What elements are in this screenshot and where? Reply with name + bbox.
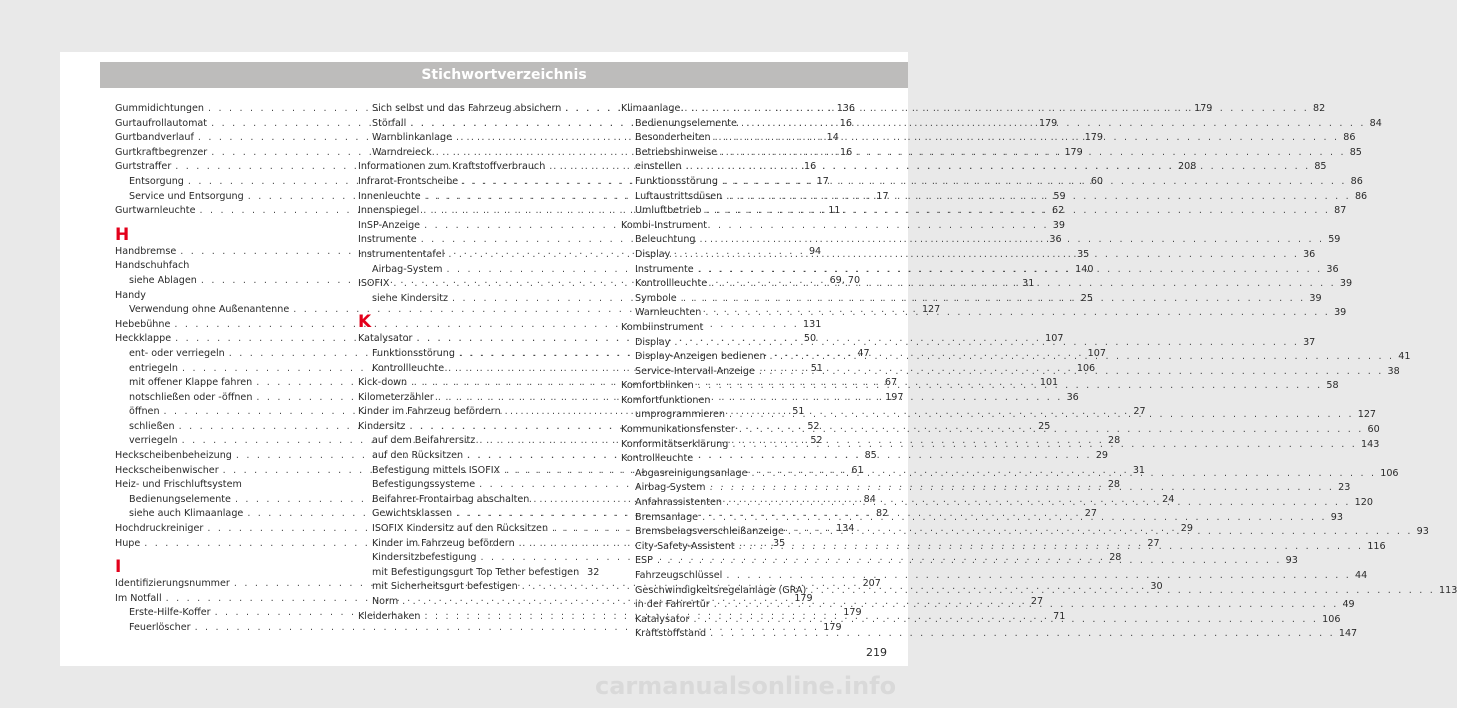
entry-label: Entsorgung [129,175,184,187]
entry-page-ref: 37 [1303,336,1316,348]
entry-label: Warnleuchten [635,307,702,319]
entry-label: Klimaanlage [621,103,681,114]
entry-label: ent- oder verriegeln [129,347,225,359]
entry-page-ref: 61 [851,464,864,476]
leader-dots [709,481,1334,496]
index-entry-heading: Kombiinstrument [621,321,704,333]
index-entry-heading: Handschuhfach [115,260,190,272]
entry-page-ref: 35 [773,537,786,549]
leader-dots [726,496,1351,511]
entry-label: siehe auch Klimaanlage [129,508,244,520]
entry-page-ref: 47 [857,347,870,359]
watermark-text: carmanualsonline.info [595,672,897,700]
entry-label: Erste-Hilfe-Koffer [129,607,211,619]
leader-dots [739,423,1364,438]
entry-page-ref: 58 [1326,380,1339,392]
leader-dots [715,131,1340,146]
entry-page-ref: 14 [826,132,839,144]
entry-label: auf dem Beifahrersitz [372,435,476,447]
entry-page-ref: 84 [1369,117,1382,129]
entry-page-ref: 107 [1045,333,1064,345]
entry-label: ESP [635,555,653,567]
entry-page-ref: 71 [1053,610,1066,622]
entry-label: Informationen zum Kraftstoffverbrauch [358,161,546,173]
entry-page-ref: 52 [810,435,823,447]
entry-label: Kilometerzähler [358,391,434,403]
entry-label: Airbag-System [372,263,443,275]
entry-label: Display-Anzeigen bedienen [635,351,766,363]
entry-page-ref: 28 [1108,435,1121,447]
leader-dots [693,613,1318,628]
entry-page-ref: 101 [1039,377,1059,389]
entry-page-ref: 179 [843,607,862,619]
entry-label: Innenspiegel [358,205,420,217]
entry-label: Geschwindigkeitsregelanlage (GRA) [635,584,807,596]
entry-page-ref: 29 [1095,450,1109,462]
index-entry-heading: Heiz- und Frischluftsystem [115,479,242,491]
entry-label: City-Safety-Assistent [635,540,735,552]
leader-dots [681,292,1306,307]
index-entry-heading: Handy [115,289,146,301]
entry-label: Funktionsstörung [372,347,455,359]
leader-dots [810,584,1435,599]
entry-label: auf den Rücksitzen [372,450,464,462]
entry-label: Bedienungselemente [635,117,737,129]
entry-page-ref: 107 [1087,347,1106,359]
entry-label: ISOFIX [358,278,390,290]
entry-page-ref: 27 [1030,596,1044,607]
entry-page-ref: 127 [921,304,941,316]
entry-label: siehe Ablagen [129,274,197,286]
entry-page-ref: 134 [836,523,855,535]
index-entry-heading: Kombi-Instrument [621,219,708,231]
entry-label: Bremsbelagsverschleißanzeige [635,526,784,538]
entry-label: Umluftbetrieb [635,205,702,217]
leader-dots [729,408,1354,423]
leader-dots [726,569,1351,584]
entry-page-ref: 93 [1330,511,1343,523]
entry-page-ref: 30 [1150,581,1163,593]
entry-label: Kick-down [358,377,408,389]
entry-label: Betriebshinweise [635,146,717,158]
entry-page-ref: 11 [828,205,841,217]
entry-label: Instrumententafel [358,248,445,260]
entry-page-ref: 86 [1343,132,1356,144]
entry-label: Innenleuchte [358,190,421,202]
entry-label: Fahrzeugschlüssel [635,570,723,581]
entry-label: Gurtkraftbegrenzer [115,146,208,158]
entry-page-ref: 85 [1349,146,1362,158]
leader-dots [674,248,1299,263]
entry-page-ref: 179 [823,622,842,633]
entry-page-ref: 86 [1354,190,1368,202]
entry-label: Luftaustrittsdüsen [635,190,723,202]
entry-page-ref: 16 [803,161,817,173]
entry-page-ref: 27 [1133,406,1146,418]
entry-label: Bedienungselemente [129,493,231,505]
entry-label: Warndreieck [372,146,432,158]
entry-page-ref: 60 [1367,424,1380,436]
entry-page-ref: 93 [1416,526,1429,538]
entry-label: Heckscheibenwischer [115,464,219,476]
entry-page-ref: 106 [1076,362,1096,374]
leader-dots [759,365,1384,380]
leader-dots [705,204,1330,219]
entry-page-ref: 39 [1309,292,1322,304]
entry-label: Warnblinkanlage [372,132,452,144]
entry-page-ref: 59 [1328,234,1341,246]
entry-page-ref: 69, 70 [829,274,861,286]
entry-label: Hupe [115,537,141,549]
entry-page-ref: 41 [1398,351,1411,363]
entry-label: Airbag-System [635,482,706,494]
entry-label: verriegeln [129,435,178,447]
entry-page-ref: 84 [863,493,876,505]
entry-page-ref: 31 [1022,278,1035,290]
entry-page-ref: 31 [1132,464,1146,476]
entry-page-ref: 36 [1303,248,1316,260]
entry-page-ref: 36 [1326,263,1339,275]
entry-page-ref: 17 [876,190,889,202]
entry-label: Kleiderhaken [358,610,421,622]
entry-page-ref: 86 [1350,175,1363,187]
entry-page-ref: 29 [1180,523,1193,535]
leader-dots [698,263,1323,278]
entry-label: Kinder im Fahrzeug befördern [358,406,501,418]
page-header: Stichwortverzeichnis [100,62,908,88]
entry-label: Symbole [635,292,677,304]
entry-label: öffnen [129,406,160,418]
entry-label: Kinder im Fahrzeug befördern [372,537,515,549]
entry-label: Service-Intervall-Anzeige [635,365,755,377]
entry-page-ref: 59 [1053,190,1066,202]
entry-page-ref: 51 [792,406,805,418]
entry-page-ref: 39 [1339,278,1353,290]
entry-label: Gurtbandverlauf [115,132,194,144]
entry-label: Katalysator [358,333,413,345]
entry-label: Feuerlöscher [129,622,191,633]
entry-label: Instrumente [358,234,417,246]
index-subentry [621,408,1377,423]
entry-label: Verwendung ohne Außenantenne [129,304,290,316]
entry-page-ref: 51 [810,362,823,374]
entry-label: Display [635,336,671,348]
entry-label: Instrumente [635,263,694,275]
leader-dots [741,117,1366,132]
entry-label: Sich selbst und das Fahrzeug absichern [372,103,562,114]
entry-page-ref: 93 [1285,555,1298,567]
entry-label: Heckscheibenbeheizung [115,450,232,462]
leader-dots [721,146,1346,161]
entry-page-ref: 94 [808,245,822,257]
entry-label: Identifizierungsnummer [115,578,230,590]
entry-page-ref: 25 [1038,420,1051,432]
entry-label: Befestigung mittels ISOFIX [372,464,501,476]
entry-page-ref: 44 [1355,570,1368,581]
entry-page-ref: 16 [839,117,852,129]
entry-page-ref: 106 [1322,613,1341,625]
entry-label: Kindersitz [358,420,406,432]
leader-dots [702,511,1327,526]
leader-dots [657,554,1282,569]
page-number: 219 [866,646,887,659]
entry-page-ref: 62 [1052,205,1065,217]
entry-page-ref: 208 [1177,161,1197,173]
entry-label: Im Notfall [115,592,162,604]
leader-dots [674,336,1299,351]
leader-dots [788,525,1413,540]
leader-dots [770,350,1395,365]
leader-dots [698,379,1323,394]
entry-page-ref: 35 [1077,248,1090,260]
entry-label: Norm [372,596,399,607]
entry-page-ref: 87 [1334,205,1347,217]
entry-label: Funktionsstörung [635,175,718,187]
leader-dots [710,627,1335,642]
leader-dots [705,306,1330,321]
entry-label: umprogrammieren [635,409,726,421]
entry-label: Anfahrassistenten [635,497,722,509]
entry-page-ref: 179 [794,592,813,604]
entry-label: Handbremse [115,245,177,257]
entry-label: mit Befestigungsgurt Top Tether befestigen [372,566,580,578]
leader-dots [752,467,1377,482]
entry-label: Störfall [372,117,407,129]
entry-label: ISOFIX Kindersitz auf den Rücksitzen [372,523,549,535]
entry-page-ref: 27 [1147,537,1160,549]
entry-page-ref: 179 [1038,117,1058,129]
entry-page-ref: 127 [1357,409,1377,421]
entry-label: Hebebühne [115,318,171,330]
index-subentry [621,627,1358,642]
index-subentry [358,566,598,581]
entry-label: Display [635,248,671,260]
index-letter-heading: H [115,224,130,245]
entry-label: notschließen oder -öffnen [129,391,253,403]
entry-label: in der Fahrertür [635,599,710,611]
leader-dots [700,233,1325,248]
entry-page-ref: 25 [1080,292,1093,304]
leader-dots [732,438,1357,453]
entry-page-ref: 85 [1314,161,1327,173]
entry-page-ref: 67 [884,377,898,389]
entry-label: Kraftstoffstand [635,628,707,640]
leader-dots [684,102,1309,117]
entry-label: schließen [129,420,175,432]
entry-page-ref: 143 [1361,438,1380,450]
entry-page-ref: 23 [1338,482,1351,494]
entry-label: Service und Entsorgung [129,190,244,202]
entry-label: Komfortblinken [621,380,694,392]
entry-label: Bremsanlage [635,511,699,523]
entry-page-ref: 36 [1049,234,1062,246]
entry-label: entriegeln [129,362,178,374]
entry-page-ref: 39 [1052,219,1065,231]
entry-label: Konformitätserklärung [621,438,729,450]
entry-page-ref: 207 [862,578,881,590]
index-letter-heading: K [358,312,372,333]
entry-page-ref: 131 [803,318,822,330]
entry-page-ref: 136 [836,103,855,114]
entry-page-ref: 52 [807,420,820,432]
entry-page-ref: 39 [1334,307,1347,319]
entry-page-ref: 27 [1084,508,1097,520]
entry-page-ref: 179 [1064,146,1083,158]
entry-label: Hochdruckreiniger [115,523,204,535]
entry-label: Abgasreinigungsanlage [635,467,748,479]
index-entry-heading: Komfortfunktionen [621,394,711,406]
entry-label: Kindersitzbefestigung [372,552,477,564]
entry-label: Kontrollleuchte [635,278,708,290]
entry-label: Katalysator [635,613,690,625]
leader-dots [722,175,1347,190]
entry-label: InSP-Anzeige [358,219,421,231]
entry-page-ref: 60 [1090,175,1104,187]
entry-page-ref: 179 [1194,103,1213,114]
entry-page-ref: 106 [1380,467,1399,479]
entry-label: mit offener Klappe fahren [129,377,253,389]
entry-page-ref: 50 [803,333,817,345]
entry-page-ref: 28 [1109,552,1122,564]
entry-label: Heckklappe [115,333,172,345]
index-letter-heading: I [115,557,122,578]
entry-label: Gewichtsklassen [372,508,453,520]
entry-page-ref: 85 [864,450,877,462]
entry-label: mit Sicherheitsgurt befestigen [372,581,518,593]
entry-label: Kommunikationsfenster [621,424,735,436]
entry-label: Gurtaufrollautomat [115,117,208,129]
entry-label: siehe Kindersitz [372,292,449,304]
index-entry-heading: Kontrollleuchte [621,453,694,465]
entry-page-ref: 24 [1162,493,1175,505]
entry-page-ref: 82 [1313,103,1326,114]
entry-page-ref: 38 [1387,365,1400,377]
entry-label: Beleuchtung [635,234,696,246]
entry-page-ref: 17 [816,175,829,187]
entry-page-ref: 16 [839,146,853,158]
entry-label: Befestigungssysteme [372,479,476,491]
entry-page-ref: 113 [1438,584,1457,596]
entry-label: Besonderheiten [635,132,711,144]
entry-label: Beifahrer-Frontairbag abschalten [372,493,530,505]
entry-label: Infrarot-Frontscheibe [358,175,459,187]
entry-label: Gummidichtungen [115,103,204,114]
leader-dots [726,190,1351,205]
entry-page-ref: 82 [876,508,889,520]
entry-page-ref: 197 [885,391,904,403]
leader-dots [714,598,1339,613]
entry-page-ref: 147 [1338,628,1358,640]
entry-label: Gurtstraffer [115,161,172,173]
entry-page-ref: 116 [1367,540,1386,552]
entry-page-ref: 179 [1084,132,1104,144]
entry-label: einstellen [635,161,682,173]
entry-page-ref: 49 [1342,599,1355,611]
entry-page-ref: 28 [1107,479,1121,491]
leader-dots [711,277,1336,292]
entry-page-ref: 120 [1354,497,1373,509]
entry-label: Kontrollleuchte [372,362,445,374]
entry-label: Gurtwarnleuchte [115,205,196,217]
leader-dots [739,540,1364,555]
leader-dots [686,160,1311,175]
entry-page-ref: 140 [1075,263,1094,275]
entry-page-ref: 32 [587,566,600,578]
entry-page-ref: 36 [1066,391,1079,403]
